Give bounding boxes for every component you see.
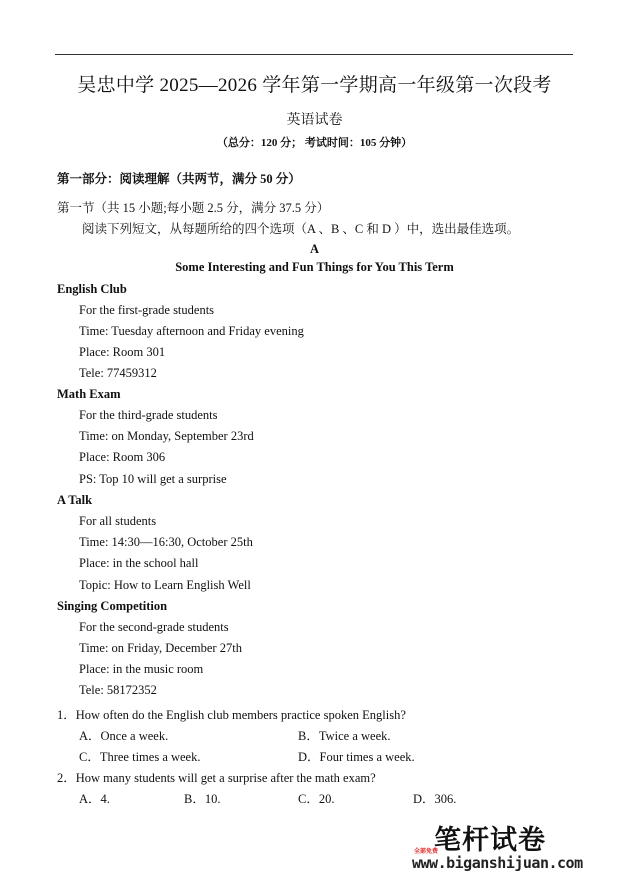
question-2-option-c: C．20. <box>298 792 335 806</box>
question-1-option-d: D．Four times a week. <box>298 750 415 764</box>
event-line: Time: 14:30—16:30, October 25th <box>79 535 253 549</box>
event-name-math-exam: Math Exam <box>57 387 121 401</box>
event-line: For the third-grade students <box>79 408 218 422</box>
question-1-option-c: C．Three times a week. <box>79 750 201 764</box>
event-line: Time: Tuesday afternoon and Friday evening <box>79 324 304 338</box>
event-line: For all students <box>79 514 157 528</box>
question-2-option-a: A．4. <box>79 792 110 806</box>
part1-heading: 第一部分：阅读理解（共两节，满分 50 分） <box>57 172 301 186</box>
event-line: For the second-grade students <box>79 620 229 634</box>
passage-letter: A <box>309 242 320 256</box>
question-1-stem: 1．How often do the English club members practice spoken English? <box>57 708 406 722</box>
section1-instruction: 阅读下列短文，从每题所给的四个选项（A 、B 、C 和 D ）中，选出最佳选项。 <box>82 222 520 236</box>
event-line: Tele: 58172352 <box>79 683 157 697</box>
exam-subtitle: 英语试卷 <box>286 113 343 128</box>
score-info: （总分：120 分； 考试时间：105 分钟） <box>216 137 413 149</box>
watermark-url: www.biganshijuan.com <box>412 854 583 872</box>
event-line: Tele: 77459312 <box>79 366 157 380</box>
question-2-option-b: B．10. <box>184 792 221 806</box>
watermark-tag: 全部免费 <box>414 848 439 855</box>
question-1-option-a: A．Once a week. <box>79 729 169 743</box>
event-line: Topic: How to Learn English Well <box>79 578 251 592</box>
watermark-brand: 笔杆试卷 <box>434 825 546 856</box>
question-2-option-d: D．306. <box>413 792 457 806</box>
event-line: For the first-grade students <box>79 303 215 317</box>
event-line: PS: Top 10 will get a surprise <box>79 472 227 486</box>
event-line: Place: in the music room <box>79 662 204 676</box>
passage-title: Some Interesting and Fun Things for You This Term <box>175 260 454 274</box>
header-rule <box>55 54 573 55</box>
event-name-singing-competition: Singing Competition <box>57 599 168 613</box>
watermark <box>412 818 592 878</box>
event-line: Place: in the school hall <box>79 556 199 570</box>
event-name-english-club: English Club <box>57 282 127 296</box>
event-line: Time: on Monday, September 23rd <box>79 429 254 443</box>
section1-heading: 第一节（共 15 小题;每小题 2.5 分，满分 37.5 分） <box>57 201 330 215</box>
event-line: Time: on Friday, December 27th <box>79 641 242 655</box>
question-2-stem: 2．How many students will get a surprise after the math exam? <box>57 771 376 785</box>
event-line: Place: Room 306 <box>79 450 166 464</box>
event-line: Place: Room 301 <box>79 345 166 359</box>
event-name-a-talk: A Talk <box>57 493 93 507</box>
question-1-option-b: B．Twice a week. <box>298 729 391 743</box>
exam-title: 吴忠中学 2025—2026 学年第一学期高一年级第一次段考 <box>77 75 552 96</box>
